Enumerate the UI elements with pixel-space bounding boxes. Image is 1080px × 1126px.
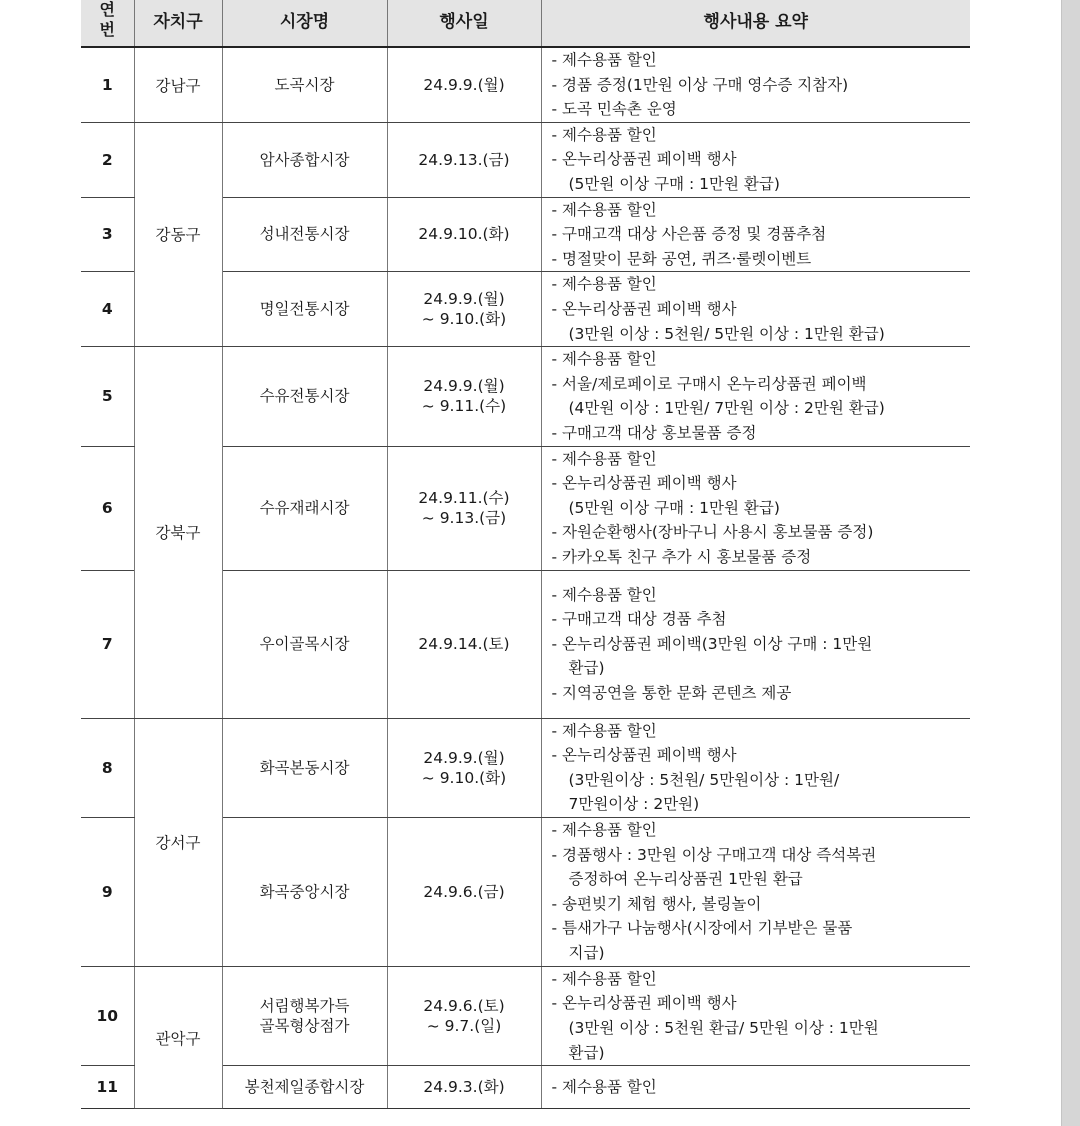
summary-line: (5만원 이상 구매 : 1만원 환급) [568, 174, 780, 193]
date-line: 24.9.6.(금) [423, 882, 505, 901]
summary-line: (5만원 이상 구매 : 1만원 환급) [568, 498, 780, 517]
summary-line: - 제수용품 할인 [551, 125, 657, 144]
date-cell [387, 718, 541, 817]
date-cell [387, 122, 541, 197]
summary-cell [541, 570, 970, 718]
district-cell: 강북구 [134, 347, 222, 718]
header-summary: 행사내용 요약 [541, 0, 970, 47]
summary-line: - 경품 증정(1만원 이상 구매 영수증 지참자) [551, 75, 849, 94]
row-no: 8 [81, 718, 134, 817]
row-no: 4 [81, 272, 134, 347]
market-name-line: 골목형상점가 [259, 1017, 350, 1036]
summary-line: - 제수용품 할인 [551, 969, 657, 988]
table-header-row [81, 0, 970, 47]
header-market: 시장명 [222, 0, 387, 47]
summary-line: - 제수용품 할인 [551, 51, 657, 69]
market-cell: 화곡본동시장 [222, 718, 387, 817]
market-cell: 도곡시장 [222, 47, 387, 122]
row-no: 7 [81, 570, 134, 718]
summary-cell [541, 817, 970, 966]
date-cell [387, 272, 541, 347]
date-cell [387, 570, 541, 718]
summary-cell [541, 47, 970, 122]
row-no: 2 [81, 122, 134, 197]
date-line: 24.9.9.(월) [423, 748, 505, 767]
date-cell [387, 197, 541, 272]
date-cell [387, 446, 541, 570]
summary-line: (4만원 이상 : 1만원/ 7만원 이상 : 2만원 환급) [568, 399, 885, 418]
summary-line: - 지역공연을 통한 문화 콘텐츠 제공 [551, 683, 792, 702]
table-row [81, 718, 970, 817]
summary-line: 환급) [568, 659, 605, 678]
market-cell: 봉천제일종합시장 [222, 1066, 387, 1109]
date-cell [387, 966, 541, 1065]
summary-line: - 카카오톡 친구 추가 시 홍보물품 증정 [551, 547, 812, 566]
summary-line: - 제수용품 할인 [551, 275, 657, 294]
market-cell: 암사종합시장 [222, 122, 387, 197]
market-cell: 수유전통시장 [222, 347, 387, 446]
market-name-line: 서림행복가득 [259, 997, 350, 1016]
summary-line: - 온누리상품권 페이백 행사 [551, 994, 737, 1013]
table-row [81, 47, 970, 122]
row-no: 6 [81, 446, 134, 570]
date-line: 24.9.9.(월) [423, 377, 505, 396]
summary-cell [541, 446, 970, 570]
date-line: ~ 9.10.(화) [421, 768, 507, 787]
date-line: 24.9.11.(수) [418, 489, 510, 507]
date-cell [387, 1066, 541, 1109]
date-line: ~ 9.7.(일) [426, 1017, 502, 1036]
row-no: 9 [81, 817, 134, 966]
date-line: 24.9.10.(화) [418, 225, 510, 244]
summary-cell [541, 272, 970, 347]
summary-line: - 구매고객 대상 사은품 증정 및 경품추첨 [551, 225, 827, 244]
date-line: 24.9.3.(화) [423, 1078, 505, 1097]
market-cell: 우이골목시장 [222, 570, 387, 718]
summary-line: 증정하여 온누리상품권 1만원 환급 [568, 870, 803, 889]
summary-line: (3만원이상 : 5천원/ 5만원이상 : 1만원/ [568, 770, 840, 789]
district-cell: 강동구 [134, 122, 222, 346]
market-cell: 화곡중앙시장 [222, 817, 387, 966]
date-cell [387, 347, 541, 446]
summary-line: 지급) [568, 944, 605, 963]
summary-cell [541, 197, 970, 272]
summary-line: - 명절맞이 문화 공연, 퀴즈·룰렛이벤트 [551, 249, 812, 268]
row-no: 3 [81, 197, 134, 272]
header-no: 연번 [81, 0, 134, 47]
summary-cell [541, 966, 970, 1065]
district-cell: 강남구 [134, 47, 222, 122]
market-cell: 성내전통시장 [222, 197, 387, 272]
row-no: 10 [81, 966, 134, 1065]
summary-line: - 서울/제로페이로 구매시 온누리상품권 페이백 [551, 374, 867, 393]
market-cell [222, 966, 387, 1065]
summary-line: - 제수용품 할인 [551, 721, 657, 740]
summary-line: - 제수용품 할인 [551, 200, 657, 219]
summary-line: - 구매고객 대상 홍보물품 증정 [551, 423, 757, 442]
summary-line: - 틈새가구 나눔행사(시장에서 기부받은 물품 [551, 919, 853, 938]
summary-line: - 자원순환행사(장바구니 사용시 홍보물품 증정) [551, 523, 874, 542]
summary-line: - 경품행사 : 3만원 이상 구매고객 대상 즉석복권 [551, 845, 877, 864]
summary-line: - 제수용품 할인 [551, 1077, 657, 1096]
header-date: 행사일 [387, 0, 541, 47]
summary-line: - 도곡 민속촌 운영 [551, 100, 677, 119]
summary-line: - 제수용품 할인 [551, 585, 657, 604]
vertical-scrollbar[interactable] [1061, 0, 1080, 1126]
summary-cell [541, 347, 970, 446]
table-row [81, 966, 970, 1065]
summary-cell [541, 1066, 970, 1109]
summary-line: - 송편빚기 체험 행사, 볼링놀이 [551, 894, 762, 913]
summary-line: (3만원 이상 : 5천원/ 5만원 이상 : 1만원 환급) [568, 324, 885, 343]
summary-line: 환급) [568, 1043, 605, 1062]
date-line: ~ 9.10.(화) [421, 310, 507, 329]
row-no: 1 [81, 47, 134, 122]
date-line: 24.9.9.(월) [423, 290, 505, 309]
market-cell: 명일전통시장 [222, 272, 387, 347]
row-no: 5 [81, 347, 134, 446]
district-cell: 강서구 [134, 718, 222, 966]
market-cell: 수유재래시장 [222, 446, 387, 570]
date-cell [387, 817, 541, 966]
date-line: 24.9.14.(토) [418, 635, 510, 653]
date-cell [387, 47, 541, 122]
header-district: 자치구 [134, 0, 222, 47]
summary-line: - 온누리상품권 페이백 행사 [551, 474, 737, 493]
table-row [81, 347, 970, 446]
summary-line: - 제수용품 할인 [551, 350, 657, 369]
summary-line: - 온누리상품권 페이백 행사 [551, 746, 737, 765]
date-line: 24.9.13.(금) [418, 150, 510, 169]
district-cell: 관악구 [134, 966, 222, 1108]
date-line: 24.9.9.(월) [423, 75, 505, 94]
summary-line: - 제수용품 할인 [551, 821, 657, 840]
summary-cell [541, 122, 970, 197]
summary-line: 7만원이상 : 2만원) [568, 795, 700, 814]
market-event-table [81, 0, 970, 1109]
summary-line: - 제수용품 할인 [551, 449, 657, 468]
date-line: 24.9.6.(토) [423, 997, 505, 1016]
summary-cell [541, 718, 970, 817]
summary-line: (3만원 이상 : 5천원 환급/ 5만원 이상 : 1만원 [568, 1019, 879, 1038]
summary-line: - 온누리상품권 페이백 행사 [551, 299, 737, 318]
summary-line: - 온누리상품권 페이백 행사 [551, 150, 737, 169]
summary-line: - 온누리상품권 페이백(3만원 이상 구매 : 1만원 [551, 634, 873, 653]
row-no: 11 [81, 1066, 134, 1109]
date-line: ~ 9.11.(수) [421, 397, 507, 416]
summary-line: - 구매고객 대상 경품 추첨 [551, 610, 727, 629]
date-line: ~ 9.13.(금) [421, 509, 507, 527]
table-row [81, 122, 970, 197]
